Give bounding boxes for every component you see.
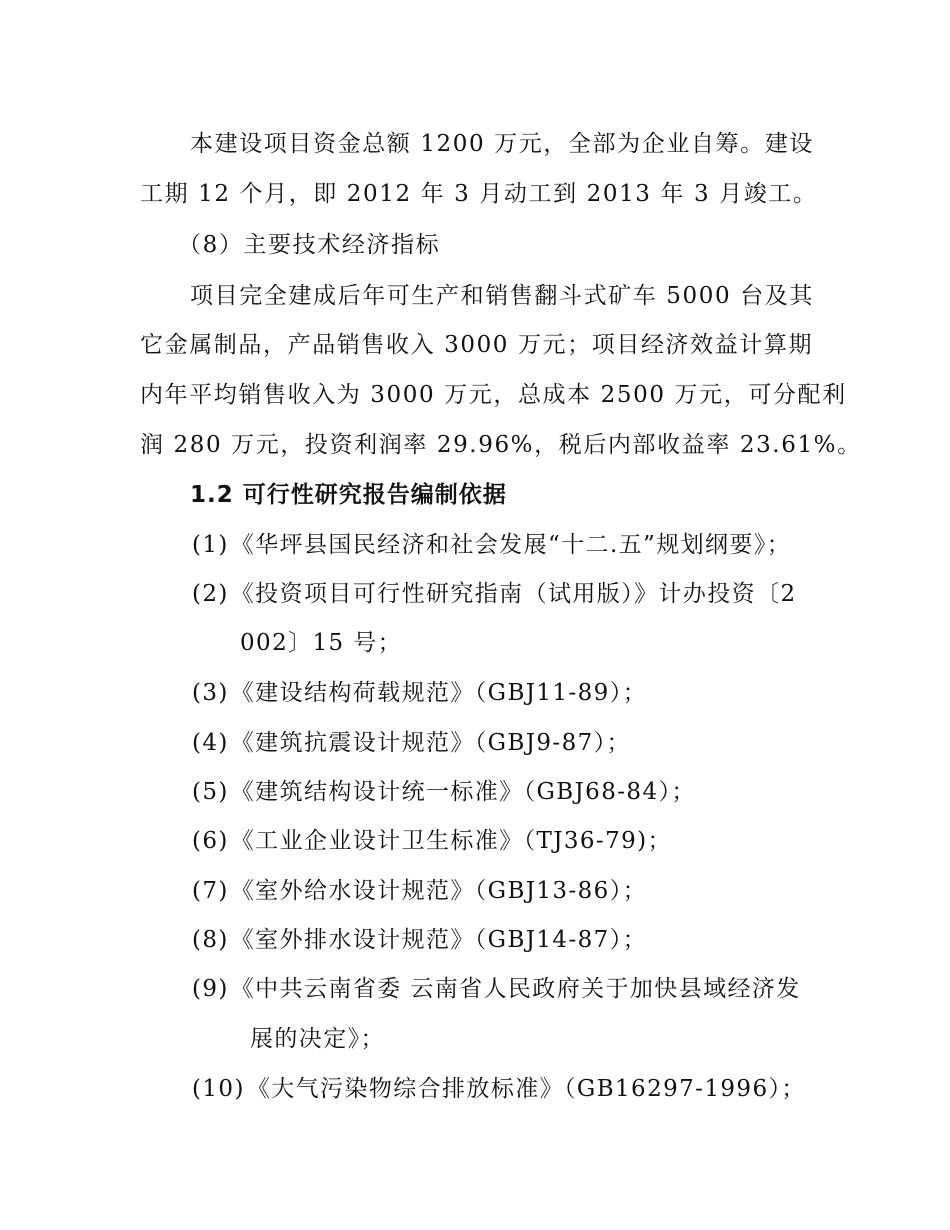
reference-text: 《华坪县国民经济和社会发展“十二.五”规划纲要》； [230, 532, 792, 558]
reference-text: 《室外排水设计规范》（GBJ14-87）； [230, 927, 647, 953]
reference-number: (6) [192, 828, 229, 854]
reference-text: 《室外给水设计规范》（GBJ13-86）； [230, 878, 647, 904]
reference-item-continuation [250, 1025, 385, 1053]
reference-item [192, 531, 791, 559]
reference-text: 《大气污染物综合排放标准》（GB16297-1996）； [246, 1076, 806, 1102]
reference-item [192, 877, 647, 905]
paragraph-2-line-4: 润 280 万元，投资利润率 29.96%，税后内部收益率 23.61%。 [140, 432, 862, 458]
reference-text: 《建筑结构设计统一标准》（GBJ68-84）； [230, 779, 696, 805]
paragraph-1-line-1: 本建设项目资金总额 1200 万元，全部为企业自筹。建设 [190, 131, 814, 157]
reference-text: 展的决定》； [250, 1026, 385, 1052]
reference-item [192, 827, 672, 855]
reference-text: 002〕15 号； [240, 630, 403, 656]
reference-number: (1) [192, 532, 229, 558]
reference-item [192, 580, 797, 608]
reference-number: (8) [192, 927, 229, 953]
reference-text: 《中共云南省委 云南省人民政府关于加快县域经济发 [230, 976, 801, 1002]
reference-item [192, 926, 647, 954]
reference-number: (7) [192, 878, 229, 904]
section-heading: 1.2 可行性研究报告编制依据 [190, 482, 507, 508]
paragraph-2-line-1: 项目完全建成后年可生产和销售翻斗式矿车 5000 台及其 [190, 283, 814, 309]
section-8-title: （8）主要技术经济指标 [178, 232, 441, 258]
paragraph-2-line-2: 它金属制品，产品销售收入 3000 万元；项目经济效益计算期 [140, 332, 814, 358]
reference-number: (4) [192, 730, 229, 756]
reference-text: 《投资项目可行性研究指南（试用版）》计办投资〔2 [230, 581, 797, 607]
reference-item-continuation [240, 629, 402, 657]
paragraph-2-line-3: 内年平均销售收入为 3000 万元，总成本 2500 万元，可分配利 [140, 382, 847, 408]
reference-number: (9) [192, 976, 229, 1002]
reference-item [192, 679, 647, 707]
reference-number: (10) [192, 1076, 245, 1102]
reference-number: (3) [192, 680, 229, 706]
paragraph-1-line-2: 工期 12 个月，即 2012 年 3 月动工到 2013 年 3 月竣工。 [140, 181, 818, 207]
reference-number: (2) [192, 581, 229, 607]
reference-text: 《工业企业设计卫生标准》（TJ36-79)； [230, 828, 672, 854]
reference-text: 《建设结构荷载规范》（GBJ11-89）； [230, 680, 647, 706]
reference-item [192, 778, 696, 806]
reference-text: 《建筑抗震设计规范》（GBJ9-87）； [230, 730, 631, 756]
reference-item [192, 975, 801, 1003]
reference-item [192, 1075, 806, 1103]
reference-number: (5) [192, 779, 229, 805]
reference-item [192, 729, 631, 757]
